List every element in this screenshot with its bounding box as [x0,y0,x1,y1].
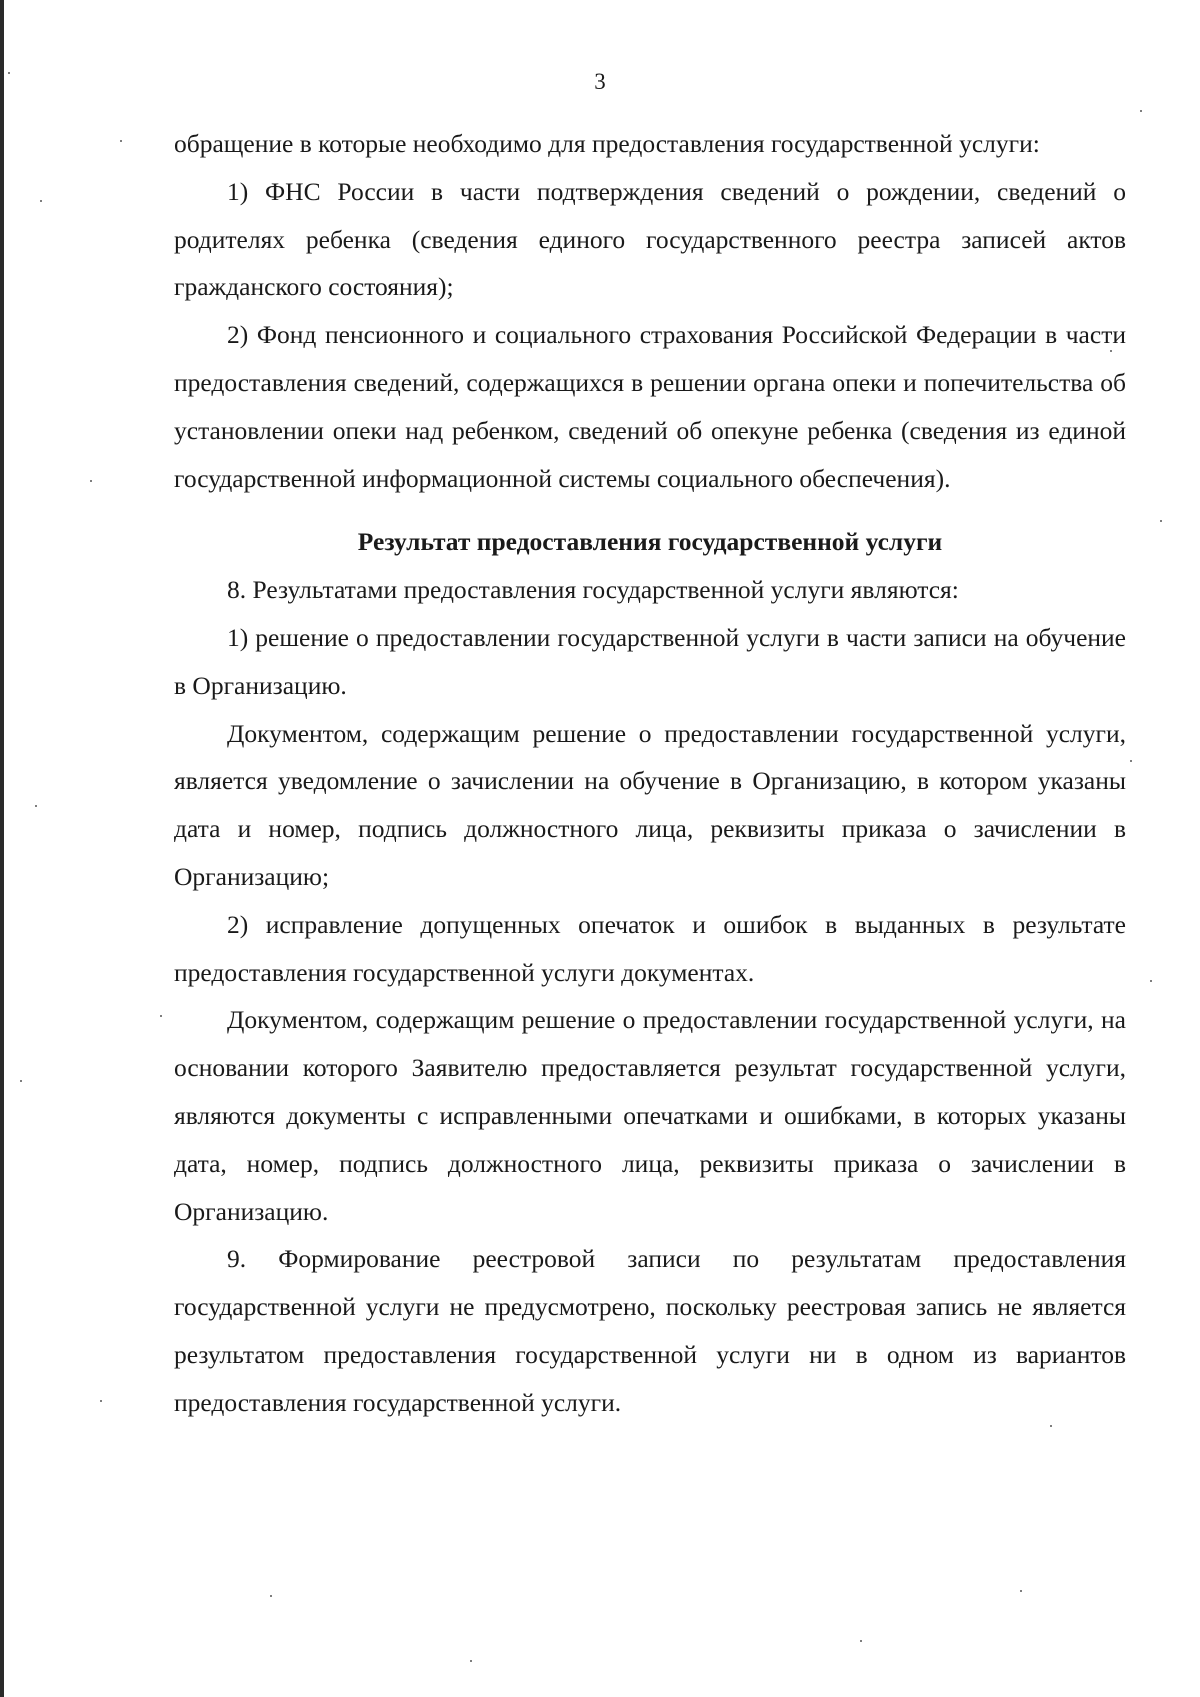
scan-speck [860,1640,862,1642]
paragraph-clause-8: 8. Результатами предоставления государственной услуги являются: [227,575,959,605]
paragraph-result-1: 1) решение о предоставлении государственной услуги в части записи на обучение в Организацию. [174,622,1126,700]
scan-speck [470,1660,472,1662]
paragraph-clause-9: 9. Формирование реестровой записи по результатам предоставления государственной услуги не предусмотрено, поскольку реестровая запись не является результатом предоставления государственной услуги ни в одном из вариантов предоставления государственной услуги. [174,1244,1126,1417]
paragraph-result-2: 2) исправление допущенных опечаток и ошибок в выданных в результате предоставления государственной услуги документах. [174,909,1126,987]
scan-speck [8,72,10,74]
scan-speck [160,1015,162,1017]
scan-speck [120,140,122,142]
paragraph-document-1: Документом, содержащим решение о предоставлении государственной услуги, является уведомление о зачислении на обучение в Организацию, в котором указаны дата и номер, подпись должностного лица, реквизиты приказа о зачислении в Организацию; [174,718,1126,891]
scan-speck [40,200,42,202]
scan-left-edge [0,0,4,1697]
scan-speck [270,1595,272,1597]
scan-speck [35,805,37,807]
paragraph-continuation: обращение в которые необходимо для предоставления государственной услуги: [174,129,1040,158]
paragraph-item-fns: 1) ФНС России в части подтверждения сведений о рождении, сведений о родителях ребенка (сведения единого государственного реестра записей актов гражданского состояния); [174,176,1126,302]
scan-speck [20,1080,22,1082]
scan-speck [1150,980,1152,982]
scan-speck [1160,520,1162,522]
scan-speck [1140,110,1142,112]
section-heading: Результат предоставления государственной услуги [357,527,943,557]
scan-speck [1110,350,1112,352]
page-number: 3 [594,69,606,94]
scan-speck [1050,1425,1052,1427]
scan-speck [1020,1590,1022,1592]
scan-speck [90,480,92,482]
paragraph-document-2: Документом, содержащим решение о предоставлении государственной услуги, на основании которого Заявителю предоставляется результат государственной услуги, являются документы с исправленными опечатками и ошибками, в которых указаны дата, номер, подпись должностного лица, реквизиты приказа о зачислении в Организацию. [174,1005,1126,1226]
paragraph-item-social-fund: 2) Фонд пенсионного и социального страхования Российской Федерации в части предоставления сведений, содержащихся в решении органа опеки и попечительства об установлении опеки над ребенком, сведений об опекуне ребенка (сведения из единой государственной информационной системы социального обеспечения). [174,320,1126,493]
document-body [174,120,1126,1427]
scan-speck [1130,760,1132,762]
scan-speck [100,1400,102,1402]
